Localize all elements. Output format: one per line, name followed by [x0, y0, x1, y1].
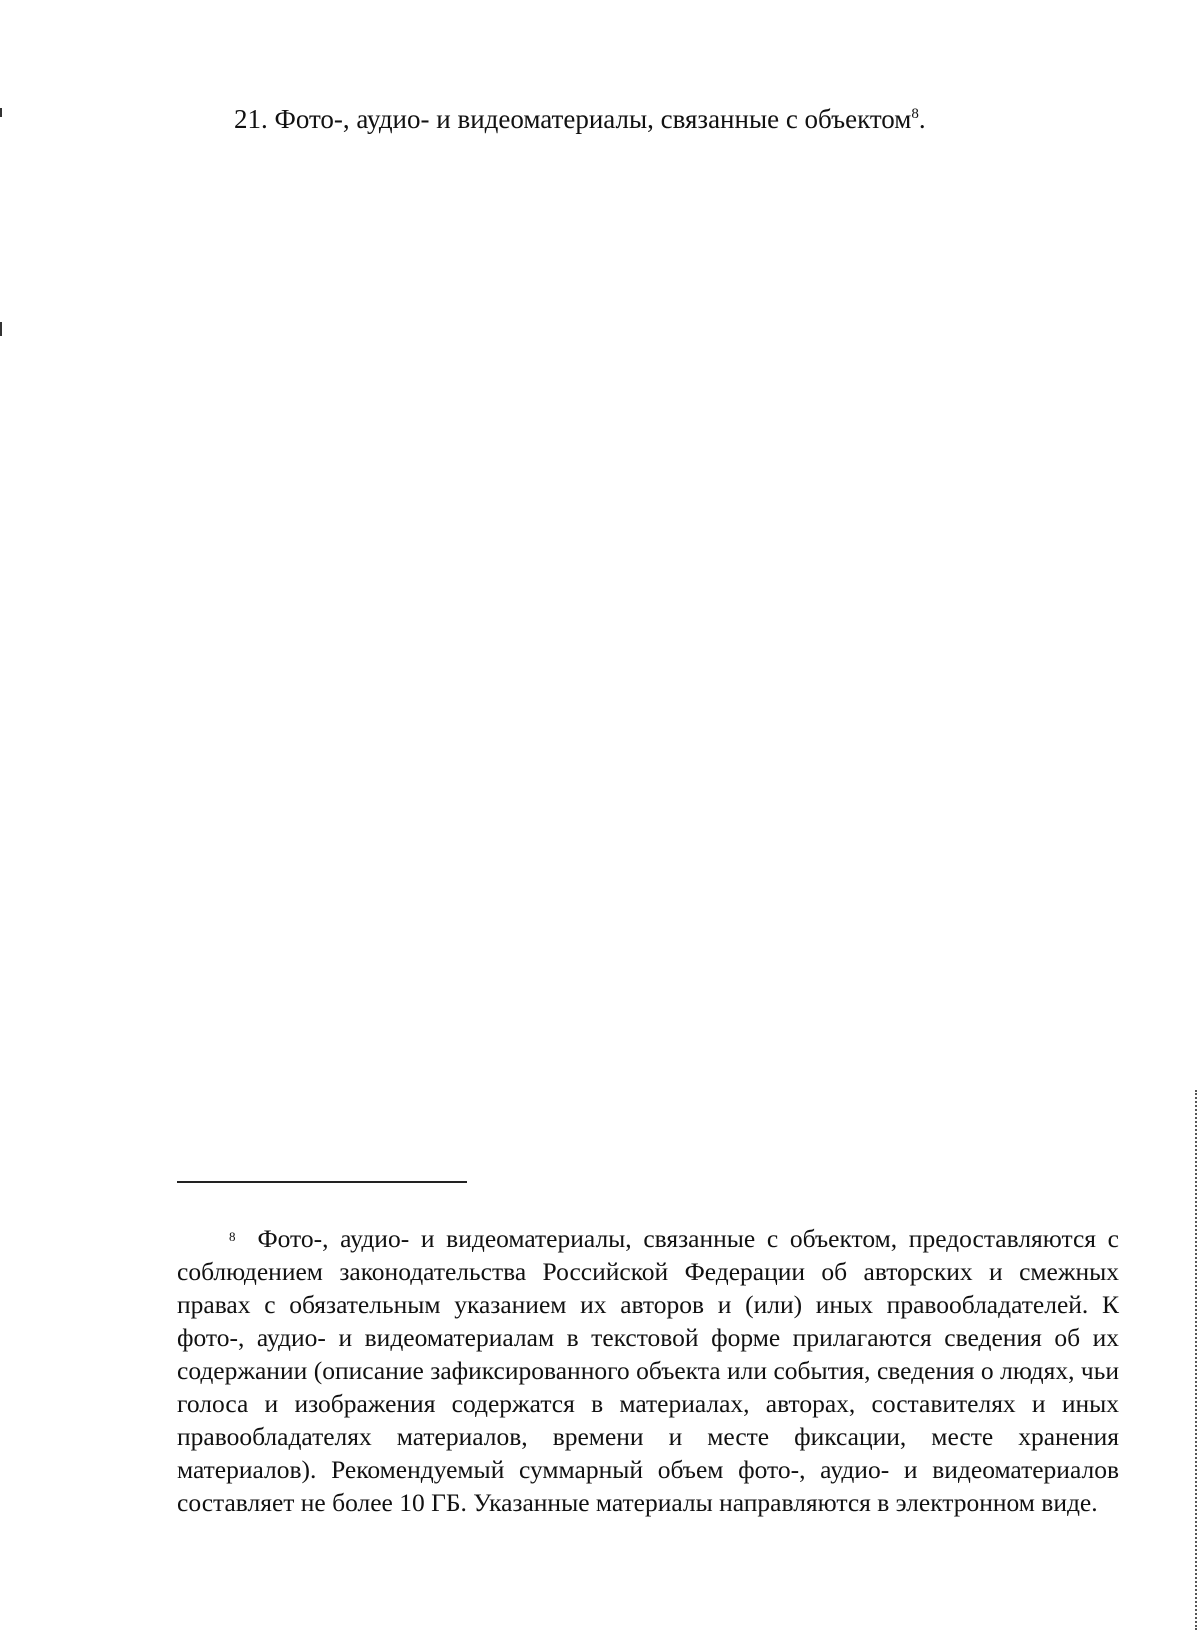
scan-edge-mark: [0, 322, 2, 336]
section-heading: [234, 102, 926, 136]
scan-edge-mark: [1195, 1090, 1197, 1630]
footnote-mark: 8: [229, 1229, 236, 1244]
footnote-text: Фото-, аудио- и видеоматериалы, связанные с объектом, предоставляются с соблюдением законодательства Российской Федерации об авторских и смежных правах с обязательным указанием их авторов и (или) иных правообладателей. К фото-, аудио- и видеоматериалам в текстовой форме прилагаются сведения об их содержании (описание зафиксированного объекта или события, сведения о людях, чьи голоса и изображения содержатся в материалах, авторах, составителях и иных правообладателях материалов, времени и месте фиксации, месте хранения материалов). Рекомендуемый суммарный объем фото-, аудио- и видеоматериалов составляет не более 10 ГБ. Указанные материалы направляются в электронном виде.: [177, 1224, 1119, 1517]
section-heading-end: .: [918, 104, 926, 134]
footnote: [177, 1222, 1119, 1519]
section-heading-text: 21. Фото-, аудио- и видеоматериалы, связанные с объектом: [234, 104, 912, 134]
scan-edge-mark: [0, 108, 2, 117]
footnote-reference: 8: [911, 106, 919, 122]
footnote-separator: [177, 1181, 467, 1183]
